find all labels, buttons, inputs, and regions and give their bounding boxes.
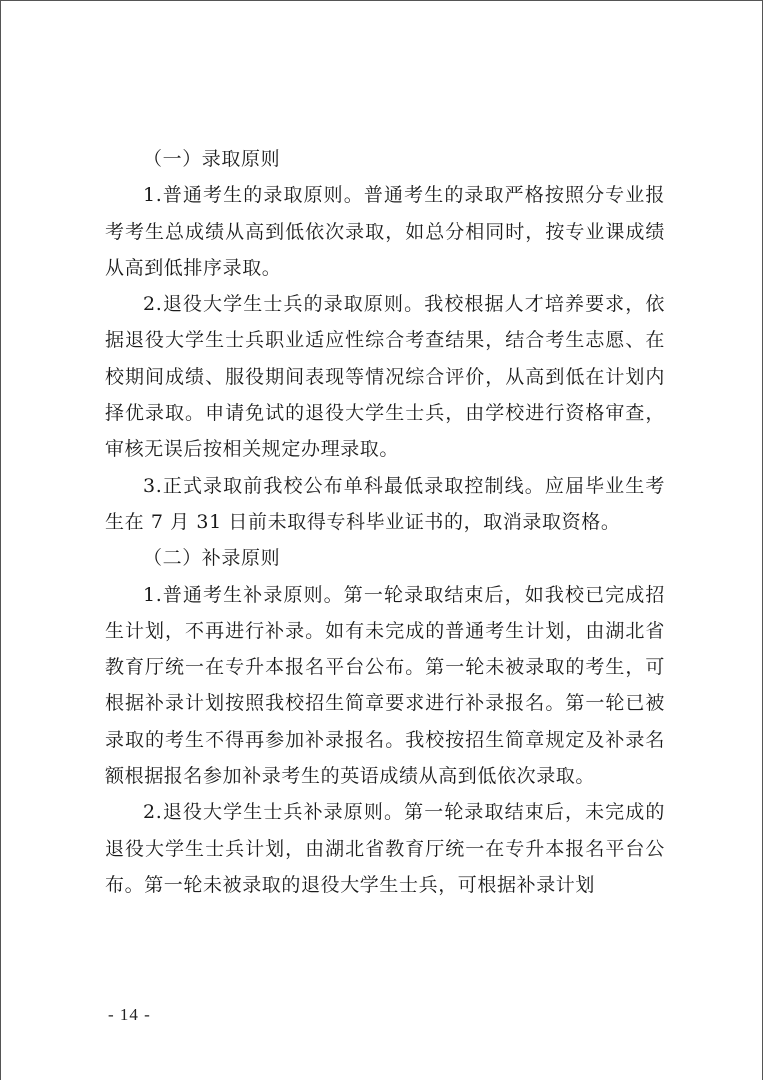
section-heading-admission-principles: （一）录取原则 xyxy=(143,148,281,170)
paragraph-regular-supplementary: 1.普通考生补录原则。第一轮录取结束后，如我校已完成招生计划，不再进行补录。如有未完成的普通考生计划，由湖北省教育厅统一在专升本报名平台公布。第一轮未被录取的考生，可根据补录计划按照我校招生简章要求进行补录报名。第一轮已被录取的考生不得再参加补录报名。我校按招生简章规定及补录名额根据报名参加补录考生的英语成绩从高到低依次录取。 xyxy=(105,583,665,788)
page-number: - 14 - xyxy=(108,1005,151,1024)
section-heading-supplementary-principles: （二）补录原则 xyxy=(143,547,281,570)
document-body xyxy=(105,141,665,903)
paragraph-veteran-admission: 2.退役大学生士兵的录取原则。我校根据人才培养要求，依据退役大学生士兵职业适应性综合考查结果，结合考生志愿、在校期间成绩、服役期间表现等情况综合评价，从高到低在计划内择优录取。申请免试的退役大学生士兵，由学校进行资格审查，审核无误后按相关规定办理录取。 xyxy=(105,293,665,461)
paragraph-regular-admission: 1.普通考生的录取原则。普通考生的录取严格按照分专业报考考生总成绩从高到低依次录取，如总分相同时，按专业课成绩从高到低排序录取。 xyxy=(105,184,665,279)
paragraph-cutoff-line: 3.正式录取前我校公布单科最低录取控制线。应届毕业生考生在 7 月 31 日前未取得专科毕业证书的，取消录取资格。 xyxy=(105,474,665,533)
paragraph-veteran-supplementary: 2.退役大学生士兵补录原则。第一轮录取结束后，未完成的退役大学生士兵计划，由湖北省教育厅统一在专升本报名平台公布。第一轮未被录取的退役大学生士兵，可根据补录计划 xyxy=(105,801,665,896)
